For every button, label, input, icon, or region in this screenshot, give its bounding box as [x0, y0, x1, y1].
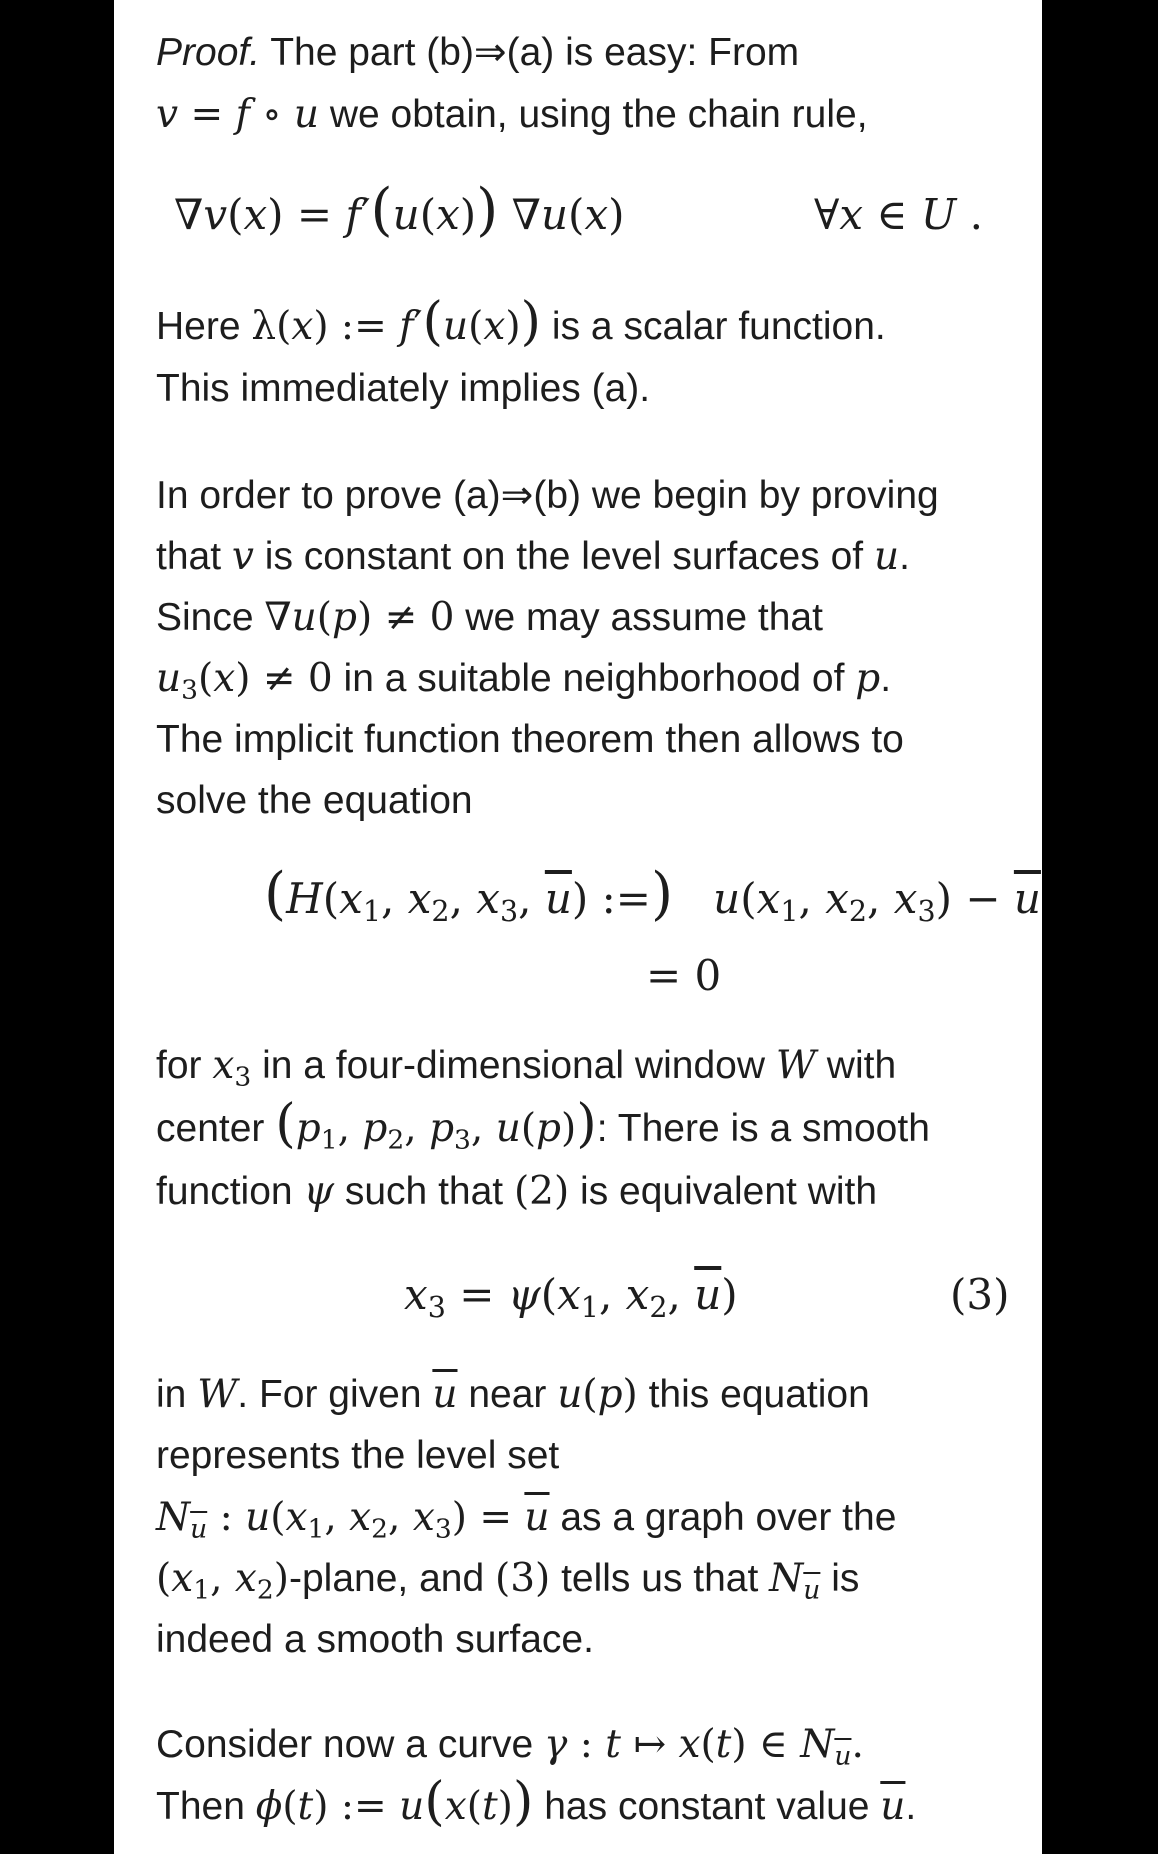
- para-prove-line-1: In order to prove (a)⇒(b) we begin by proving: [156, 474, 939, 517]
- para-prove-line-3: [156, 587, 823, 648]
- text: with: [815, 1044, 897, 1087]
- text: Then: [156, 1785, 256, 1828]
- text: for: [156, 1044, 213, 1087]
- text: function: [156, 1170, 304, 1213]
- math: $N_{\overline{u}}$: [769, 1556, 821, 1606]
- text: this equation: [637, 1373, 870, 1416]
- math: ($x_1$, $x_2$): [156, 1556, 289, 1606]
- text: in a four-dimensional window: [251, 1044, 776, 1087]
- para-prove-line-6: solve the equation: [156, 779, 473, 822]
- math: ∇u(p) ≠ 0: [264, 595, 455, 640]
- display-equation-2: ($H(x_1$, $x_2$, $x_3$, $\overline{u}$) :=) $u(x_1$, $x_2$, $x_3) - \overline{u}$: [264, 861, 1041, 928]
- para-window-line-2: [156, 1093, 930, 1170]
- math: $u_3(x) \ne 0$: [156, 656, 333, 706]
- text: has constant value: [533, 1785, 881, 1828]
- text: : There is a smooth: [596, 1107, 930, 1150]
- math: $\overline{u}$: [432, 1372, 458, 1417]
- para-prove-line-5: The implicit function theorem then allows to: [156, 718, 904, 761]
- proof-line-2: [156, 84, 868, 145]
- math: γ : t ↦ x(t) ∈ $N_{\overline{u}}$.: [544, 1722, 864, 1772]
- math: v: [156, 92, 179, 137]
- text: Here: [156, 305, 252, 348]
- math: $x_3$: [212, 1043, 252, 1093]
- text: -plane, and: [288, 1557, 495, 1600]
- para-level-line-5: indeed a smooth surface.: [156, 1618, 594, 1661]
- text: tells us that: [550, 1557, 770, 1600]
- math: p: [855, 656, 881, 701]
- para-level-line-2: represents the level set: [156, 1434, 560, 1477]
- math: u: [293, 92, 320, 137]
- text: in a suitable neighborhood of: [332, 657, 856, 700]
- text: is constant on the level surfaces of: [253, 535, 874, 578]
- math: ∘: [249, 92, 294, 137]
- para-lambda-line-2: This immediately implies (a).: [156, 367, 651, 410]
- math: W: [775, 1043, 816, 1088]
- proof-line-1: [156, 22, 799, 83]
- math: $N_{\overline{u}}$ : $u(x_1$, $x_2$, $x_3) = \overline{u}$: [156, 1495, 550, 1545]
- equation-number-3: (3): [950, 1270, 1010, 1319]
- text: .: [899, 535, 910, 578]
- text: .: [880, 657, 892, 700]
- text: such that: [334, 1170, 514, 1213]
- para-level-line-1: [156, 1364, 870, 1425]
- math: ($p_1$, $p_2$, $p_3$, u(p)): [275, 1093, 597, 1156]
- text: that: [156, 535, 232, 578]
- text: .: [905, 1785, 917, 1828]
- text: we obtain, using the chain rule,: [319, 93, 868, 136]
- display-equation-gradient: ∇v(x) = f′(u(x)) ∇u(x): [174, 177, 625, 243]
- para-curve-line-2: [156, 1771, 917, 1837]
- text: center: [156, 1107, 276, 1150]
- math: ψ: [303, 1169, 335, 1214]
- text: we may assume that: [454, 596, 823, 639]
- text: is a scalar function.: [541, 305, 886, 348]
- display-equation-3: $x_3 = \psi(x_1$, $x_2$, $\overline{u}$): [404, 1270, 738, 1324]
- text: near: [457, 1373, 558, 1416]
- math: v: [231, 534, 254, 579]
- para-lambda-line-1: [156, 291, 886, 357]
- proof-label: Proof.: [156, 31, 261, 74]
- text: is: [820, 1557, 860, 1600]
- text: The part (b)⇒(a) is easy: From: [260, 31, 800, 74]
- text: in: [156, 1373, 198, 1416]
- text: as a graph over the: [549, 1496, 897, 1539]
- math: ϕ(t) := u(x(t)): [255, 1771, 534, 1832]
- math: W: [197, 1372, 238, 1417]
- text: . For given: [237, 1373, 433, 1416]
- text: Since: [156, 596, 265, 639]
- document-page: [114, 0, 1042, 1854]
- math: λ(x) := f′(u(x)): [251, 291, 542, 352]
- para-prove-line-2: [156, 526, 910, 587]
- para-window-line-1: [156, 1035, 896, 1107]
- math: u(p): [557, 1372, 638, 1417]
- text: Consider now a curve: [156, 1723, 545, 1766]
- equation-ref-2: (2): [513, 1169, 570, 1214]
- display-equation-2-rhs: = 0: [646, 951, 722, 1000]
- math: $\overline{u}$: [880, 1784, 906, 1829]
- math: =: [178, 92, 236, 137]
- equation-ref-3: (3): [494, 1556, 551, 1601]
- math: u: [873, 534, 900, 579]
- para-window-line-3: [156, 1161, 877, 1222]
- math: f: [235, 92, 250, 137]
- display-equation-forall: ∀x ∈ U .: [814, 190, 983, 239]
- text: is equivalent with: [569, 1170, 878, 1213]
